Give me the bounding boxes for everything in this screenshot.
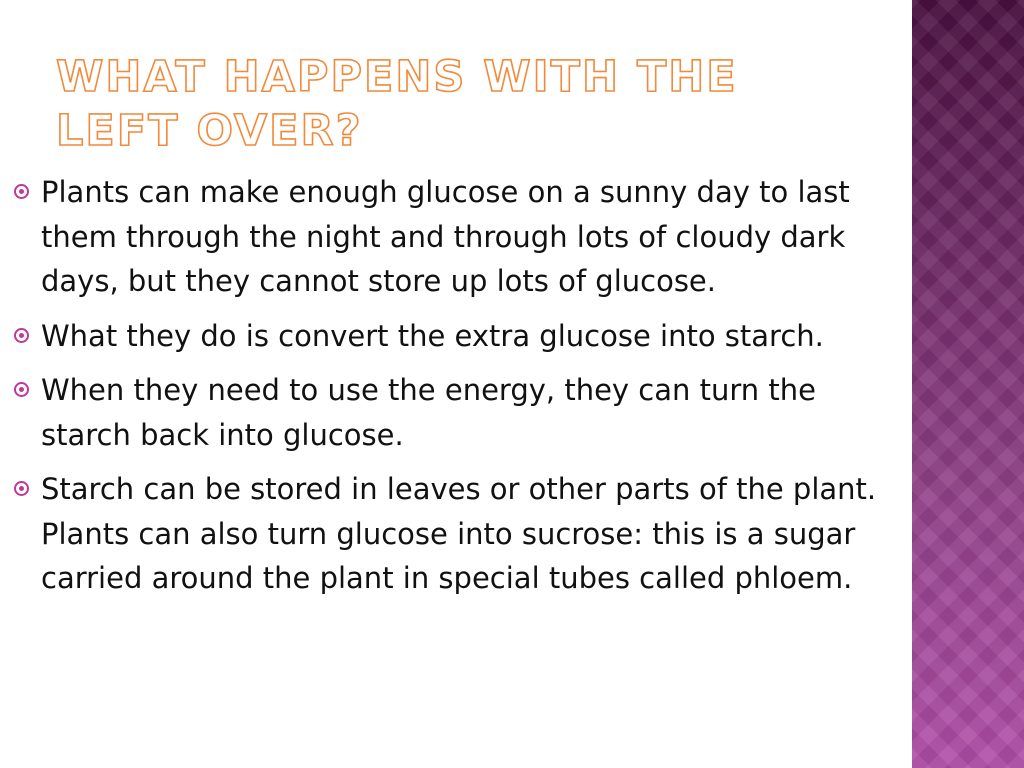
decorative-side-panel — [912, 0, 1024, 768]
bullet-text: Starch can be stored in leaves or other parts of the plant. Plants can also turn glucose into sucrose: this is a sugar carried around the plant in special tubes called phloem. — [41, 472, 877, 595]
list-item — [14, 467, 904, 601]
circled-dot-icon — [14, 481, 29, 496]
bullet-list — [14, 170, 904, 611]
circled-dot-icon — [14, 184, 29, 199]
bullet-text: Plants can make enough glucose on a sunny day to last them through the night and through lots of cloudy dark days, but they cannot store up lots of glucose. — [41, 175, 850, 298]
bullet-text: When they need to use the energy, they can turn the starch back into glucose. — [41, 373, 816, 452]
slide-title: WHAT HAPPENS WITH THE LEFT OVER? — [56, 52, 738, 156]
list-item — [14, 314, 904, 359]
list-item — [14, 170, 904, 304]
circled-dot-icon — [14, 382, 29, 397]
list-item — [14, 368, 904, 457]
bullet-text: What they do is convert the extra glucose into starch. — [41, 318, 824, 353]
circled-dot-icon — [14, 328, 29, 343]
